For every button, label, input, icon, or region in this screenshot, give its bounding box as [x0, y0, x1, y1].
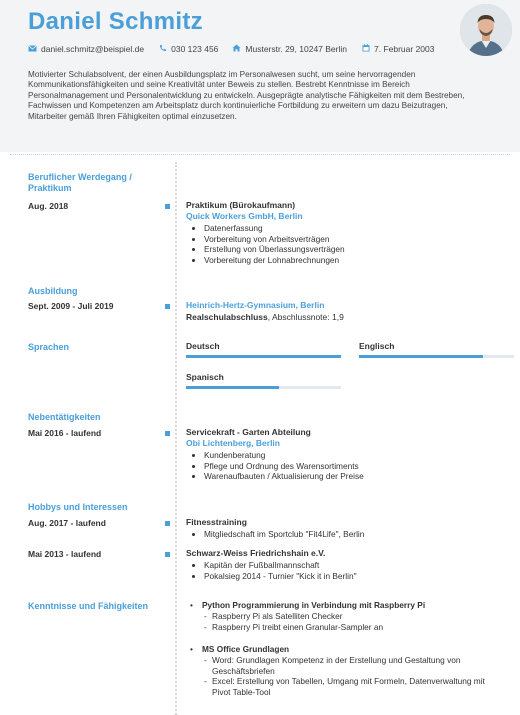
skill-details: [190, 611, 510, 632]
section-title-languages: Sprachen: [28, 342, 70, 352]
timeline-marker: [165, 552, 170, 557]
skill-detail-text: Excel: Erstellung von Tabellen, Umgang mit Formeln, Datenverwaltung mit Pivot Table-Tool: [212, 676, 485, 697]
list-item: • Kapitän der Fußballmannschaft: [204, 560, 506, 571]
language-bar-fill: [186, 355, 341, 358]
experience-company[interactable]: Quick Workers GmbH, Berlin: [186, 211, 303, 221]
timeline-line: [175, 162, 177, 715]
side-job-entry: [186, 427, 506, 482]
contact-birthdate: [361, 44, 434, 54]
skill-name: Python Programmierung in Verbindung mit Raspberry Pi: [202, 600, 426, 610]
section-title-education: Ausbildung: [28, 286, 78, 296]
education-date: Sept. 2009 - Juli 2019: [28, 301, 114, 311]
home-icon: [232, 44, 241, 54]
side-job-company[interactable]: Obi Lichtenberg, Berlin: [186, 438, 280, 448]
experience-entry: [186, 200, 506, 265]
hobby-name: Fitnesstraining: [186, 517, 247, 527]
bullet-icon: •: [190, 600, 193, 610]
education-degree: Realschulabschluss: [186, 312, 268, 322]
email-text: daniel.schmitz@beispiel.de: [41, 44, 145, 54]
section-title-experience: Beruflicher Werdegang / Praktikum: [28, 172, 132, 193]
resume-header: [0, 0, 520, 152]
language-name: Spanisch: [186, 372, 224, 382]
list-item: • Kundenberatung: [204, 450, 506, 461]
language-bar: [186, 386, 341, 389]
bullet-icon: •: [190, 644, 193, 654]
hobby-bullets: [186, 560, 506, 581]
list-item: • Mitgliedschaft im Sportclub "Fit4Life", Berlin: [204, 529, 506, 540]
language-name: Deutsch: [186, 341, 220, 351]
language-name: Englisch: [359, 341, 395, 351]
language-bar: [186, 355, 341, 358]
language-bar: [359, 355, 514, 358]
skill-item: [190, 600, 510, 611]
skill-detail-text: Word: Grundlagen Kompetenz in der Erstellung und Gestaltung von Geschäftsbriefen: [212, 655, 461, 676]
list-item: • Datenerfassung: [204, 223, 506, 234]
skills-list: [190, 600, 510, 697]
profile-summary: Motivierter Schulabsolvent, der einen Ausbildungsplatz im Personalwesen sucht, um seine hervorragenden Kommunikationsfähigkeiten und seine Kreativität unter Beweis zu stellen. Bestrebt Kenntnisse im Bereich Personalmanagement und Personalentwicklung zu entwickeln. Ausgeprägte analytische Fähigkeiten mit dem Bestreben, Fachwissen und Kompetenzen am Arbeitsplatz durch kontinuierliche Fortbildung zu erweitern um dazu Beizutragen, Mitarbeiter gemäß Ihren Fähigkeiten optimal einzusetzen.: [28, 70, 465, 121]
skill-details: [190, 655, 510, 697]
side-job-position: Servicekraft - Garten Abteilung: [186, 427, 311, 437]
list-item: • Vorbereitung von Arbeitsverträgen: [204, 234, 506, 245]
side-job-bullets: [186, 450, 506, 482]
phone-text: 030 123 456: [171, 44, 219, 54]
list-item: • Warenaufbauten / Aktualisierung der Preise: [204, 471, 506, 482]
avatar: [460, 4, 512, 56]
contact-address: [232, 44, 347, 54]
experience-position: Praktikum (Bürokaufmann): [186, 200, 296, 210]
list-item: • Pflege und Ordnung des Warensortiments: [204, 461, 506, 472]
list-item: • Erstellung von Überlassungsverträgen: [204, 244, 506, 255]
skill-detail-text: Raspberry Pi treibt einen Granular-Sampler an: [212, 621, 384, 632]
skill-detail: - Raspberry Pi treibt einen Granular-Sampler an: [204, 621, 384, 632]
hobby-date: Aug. 2017 - laufend: [28, 518, 106, 528]
hobby-bullets: [186, 529, 506, 540]
timeline-marker: [165, 431, 170, 436]
list-item: • Pokalsieg 2014 - Turnier "Kick it in Berlin": [204, 571, 506, 582]
phone-icon: [158, 44, 167, 54]
hobby-name: Schwarz-Weiss Friedrichshain e.V.: [186, 548, 326, 558]
skill-detail: - Raspberry Pi als Satelliten Checker: [204, 611, 343, 621]
language-bar-fill: [186, 386, 279, 389]
section-title-skills: Kenntnisse und Fähigkeiten: [28, 601, 149, 611]
education-grade: , Abschlussnote: 1,9: [267, 312, 344, 322]
calendar-icon: [361, 44, 370, 54]
timeline-marker: [165, 304, 170, 309]
education-school[interactable]: Heinrich-Hertz-Gymnasium, Berlin: [186, 300, 325, 310]
skill-detail: - Word: Grundlagen Kompetenz in der Erstellung und Gestaltung von Geschäftsbriefen: [204, 655, 510, 676]
address-text: Musterstr. 29, 10247 Berlin: [245, 44, 347, 54]
contact-phone[interactable]: [158, 44, 218, 54]
timeline-marker: [165, 521, 170, 526]
experience-bullets: [186, 223, 506, 265]
hobby-entry: [186, 548, 506, 581]
skill-name: MS Office Grundlagen: [202, 644, 290, 654]
list-item: • Vorbereitung der Lohnabrechnungen: [204, 255, 506, 266]
skill-detail: - Excel: Erstellung von Tabellen, Umgang mit Formeln, Datenverwaltung mit Pivot Table-Tool: [204, 676, 510, 697]
skill-item: [190, 644, 510, 655]
section-title-hobbies: Hobbys und Interessen: [28, 502, 128, 512]
section-title-side-jobs: Nebentätigkeiten: [28, 412, 101, 422]
candidate-name: Daniel Schmitz: [28, 8, 203, 35]
contact-info: [28, 44, 434, 54]
experience-date: Aug. 2018: [28, 201, 69, 211]
education-entry: [186, 300, 506, 323]
hobby-date: Mai 2013 - laufend: [28, 549, 102, 559]
timeline-marker: [165, 204, 170, 209]
education-degree-line: [186, 311, 506, 323]
section-divider: [10, 154, 510, 155]
contact-email[interactable]: [28, 44, 144, 54]
birthdate-text: 7. Februar 2003: [374, 44, 435, 54]
envelope-icon: [28, 44, 37, 54]
skill-detail-text: Raspberry Pi als Satelliten Checker: [212, 611, 343, 621]
side-job-date: Mai 2016 - laufend: [28, 428, 102, 438]
language-bar-fill: [359, 355, 483, 358]
hobby-entry: [186, 517, 506, 540]
